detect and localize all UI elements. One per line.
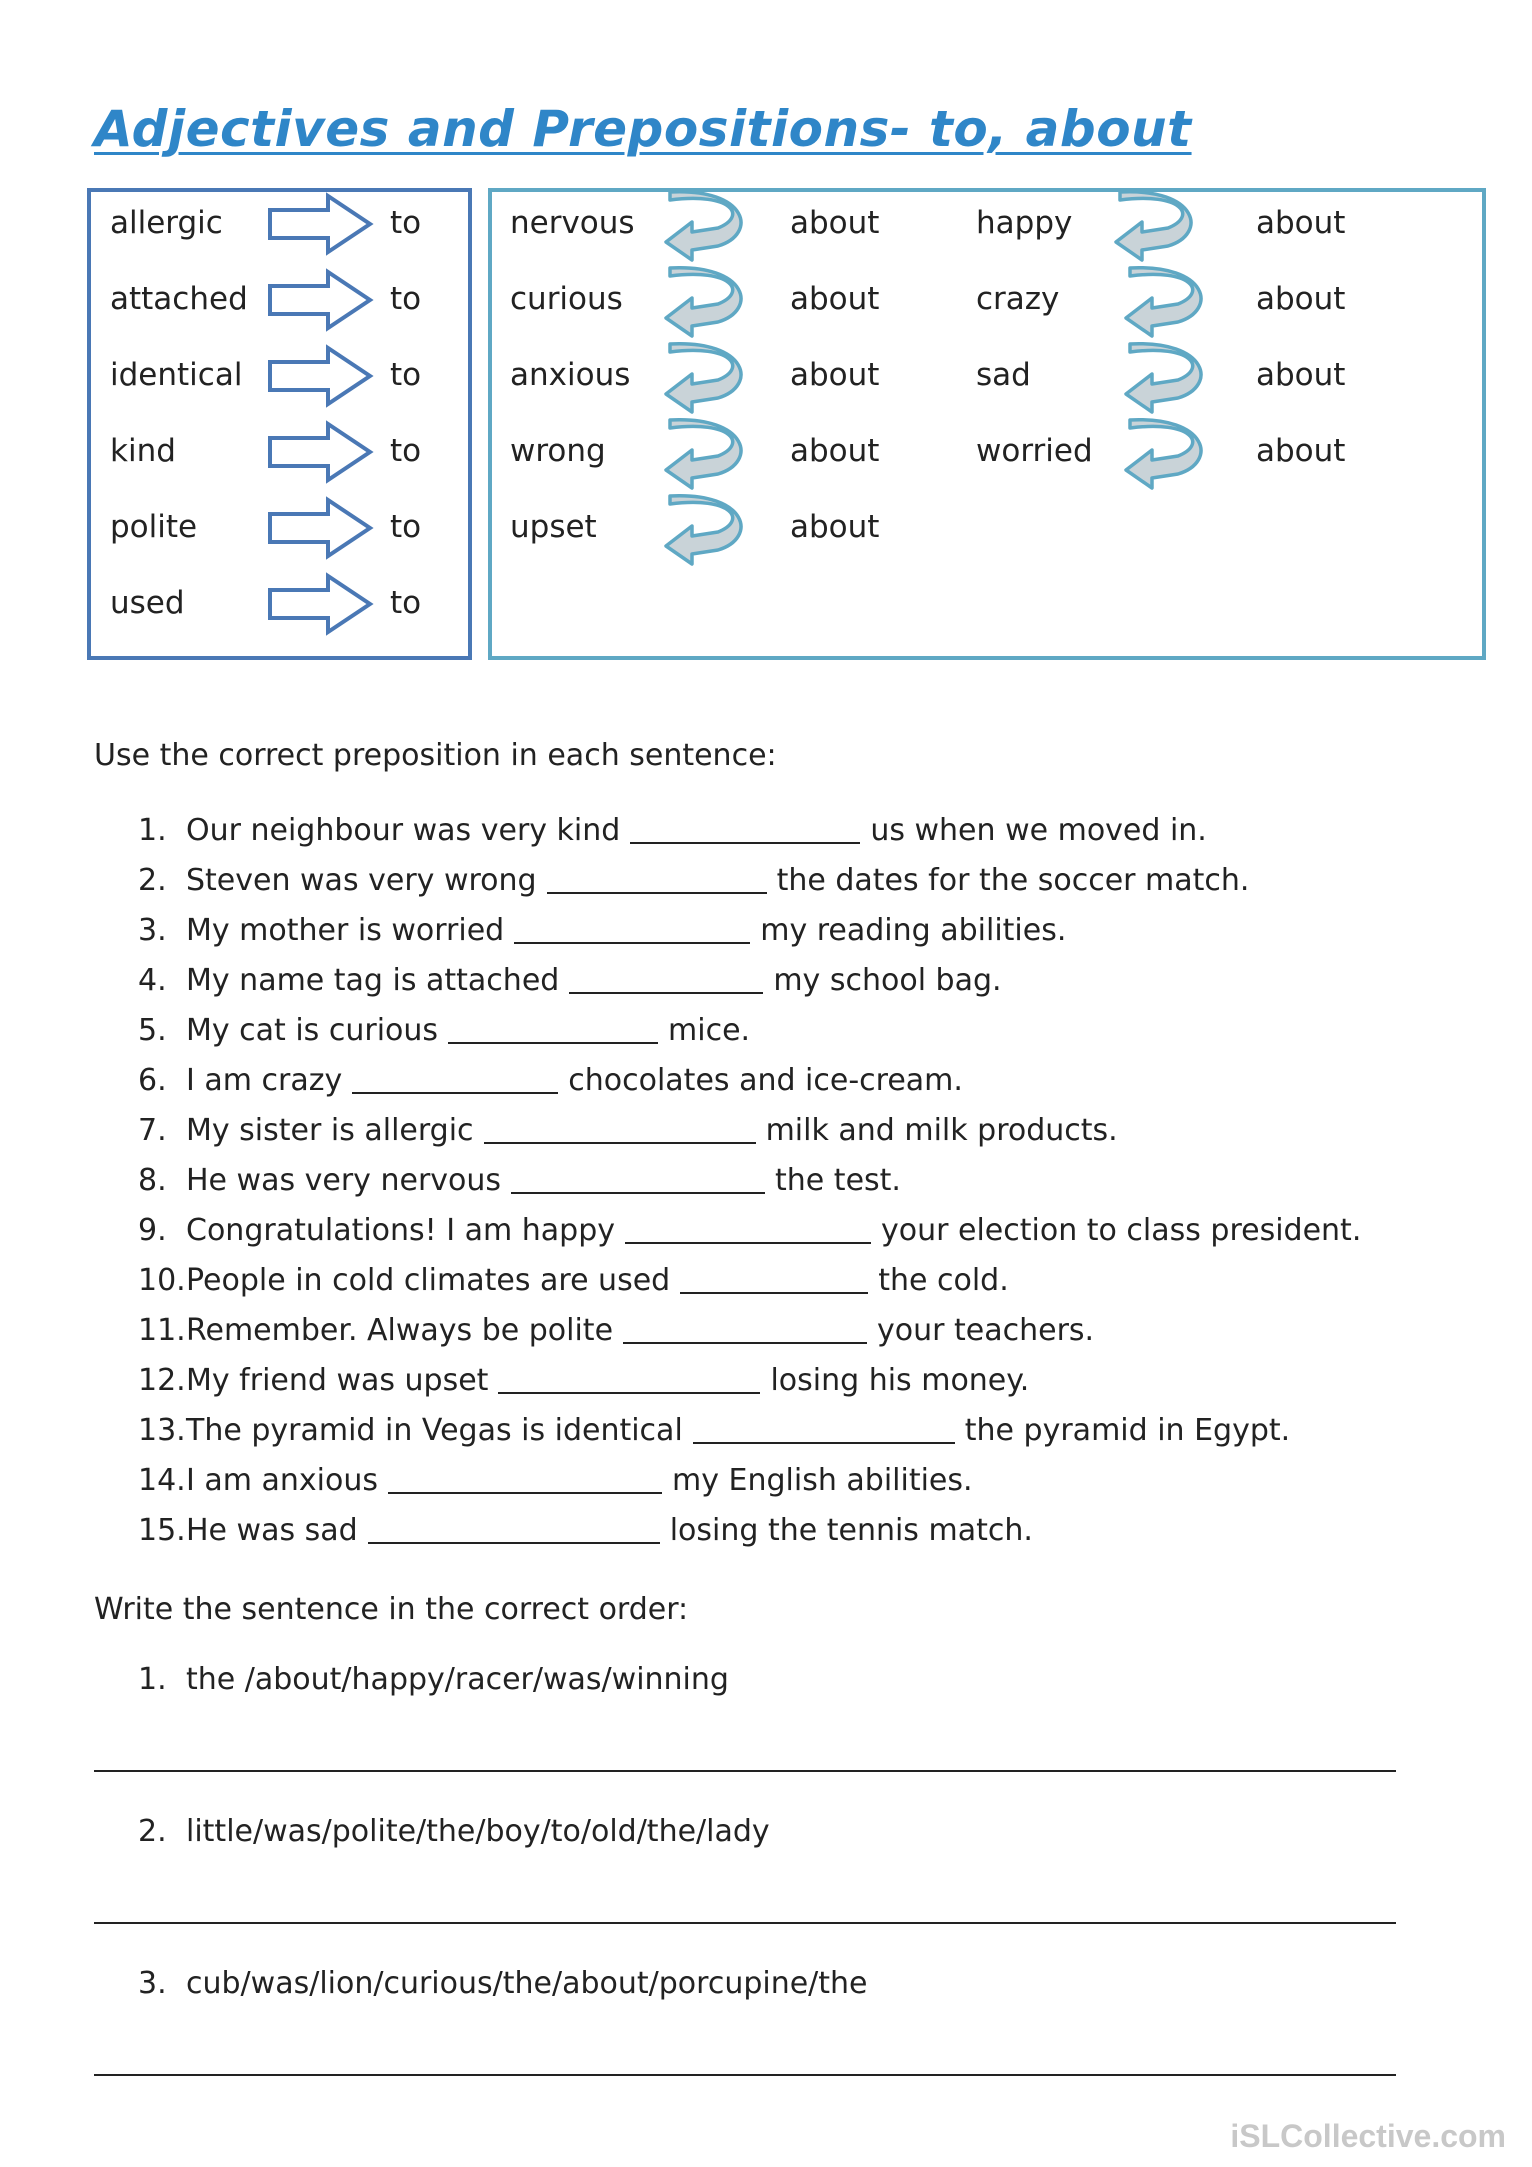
right-arrow-icon xyxy=(266,192,376,256)
sentence-before: People in cold climates are used xyxy=(186,1263,671,1298)
adjective-allergic: allergic xyxy=(110,205,223,241)
adjective-used: used xyxy=(110,585,185,621)
sentence-row xyxy=(138,1108,1118,1156)
adjective-kind: kind xyxy=(110,433,176,469)
answer-blank[interactable] xyxy=(498,1362,760,1394)
sentence-row xyxy=(138,1508,1033,1556)
curved-arrow-icon xyxy=(1122,418,1208,490)
sentence-after: your teachers. xyxy=(877,1313,1095,1348)
exercise1-instruction: Use the correct preposition in each sentence: xyxy=(94,738,777,773)
sentence-after: chocolates and ice-cream. xyxy=(568,1063,963,1098)
curved-arrow-icon xyxy=(662,342,748,414)
adjective-identical: identical xyxy=(110,357,243,393)
answer-blank[interactable] xyxy=(680,1262,868,1294)
answer-blank[interactable] xyxy=(388,1462,662,1494)
answer-line[interactable] xyxy=(94,1770,1396,1772)
sentence-after: my reading abilities. xyxy=(760,913,1067,948)
answer-blank[interactable] xyxy=(547,862,767,894)
sentence-before: He was sad xyxy=(186,1513,358,1548)
sentence-after: the dates for the soccer match. xyxy=(776,863,1250,898)
preposition-about: about xyxy=(1256,281,1346,317)
exercise2-instruction: Write the sentence in the correct order: xyxy=(94,1592,689,1627)
answer-blank[interactable] xyxy=(623,1312,867,1344)
order-number: 3. xyxy=(138,1966,167,2001)
adjective-attached: attached xyxy=(110,281,248,317)
adjective-crazy: crazy xyxy=(976,281,1060,317)
answer-blank[interactable] xyxy=(511,1162,765,1194)
right-arrow-icon xyxy=(266,420,376,484)
sentence-after: milk and milk products. xyxy=(765,1113,1118,1148)
sentence-number: 1. xyxy=(138,813,167,848)
sentence-before: He was very nervous xyxy=(186,1163,502,1198)
adjective-upset: upset xyxy=(510,509,597,545)
answer-blank[interactable] xyxy=(514,912,750,944)
sentence-row xyxy=(138,958,1002,1006)
answer-blank[interactable] xyxy=(368,1512,660,1544)
sentence-before: I am anxious xyxy=(186,1463,379,1498)
preposition-about: about xyxy=(1256,205,1346,241)
preposition-to: to xyxy=(390,357,422,393)
right-arrow-icon xyxy=(266,572,376,636)
sentence-number: 12. xyxy=(138,1363,186,1398)
curved-arrow-icon xyxy=(1122,266,1208,338)
sentence-before: My name tag is attached xyxy=(186,963,560,998)
sentence-before: My sister is allergic xyxy=(186,1113,474,1148)
preposition-about: about xyxy=(790,281,880,317)
sentence-row xyxy=(138,1358,1029,1406)
sentence-number: 3. xyxy=(138,913,167,948)
sentence-number: 4. xyxy=(138,963,167,998)
sentence-row xyxy=(138,1258,1009,1306)
sentence-number: 2. xyxy=(138,863,167,898)
preposition-to: to xyxy=(390,433,422,469)
scrambled-words: the /about/happy/racer/was/winning xyxy=(186,1662,729,1697)
sentence-after: the pyramid in Egypt. xyxy=(964,1413,1291,1448)
curved-arrow-icon xyxy=(1112,190,1198,262)
sentence-number: 11. xyxy=(138,1313,186,1348)
sentence-number: 7. xyxy=(138,1113,167,1148)
preposition-about: about xyxy=(790,357,880,393)
adjective-curious: curious xyxy=(510,281,623,317)
sentence-number: 10. xyxy=(138,1263,186,1298)
right-arrow-icon xyxy=(266,496,376,560)
order-item xyxy=(138,1814,770,1849)
preposition-about: about xyxy=(790,205,880,241)
answer-blank[interactable] xyxy=(630,812,860,844)
sentence-row xyxy=(138,1058,963,1106)
preposition-to: to xyxy=(390,205,422,241)
sentence-after: the test. xyxy=(775,1163,901,1198)
preposition-to: to xyxy=(390,585,422,621)
sentence-row xyxy=(138,858,1249,906)
preposition-about: about xyxy=(790,509,880,545)
sentence-after: my school bag. xyxy=(773,963,1002,998)
preposition-to: to xyxy=(390,281,422,317)
preposition-to: to xyxy=(390,509,422,545)
order-number: 2. xyxy=(138,1814,167,1849)
sentence-row xyxy=(138,808,1207,856)
watermark: iSLCollective.com xyxy=(1230,2118,1506,2154)
sentence-before: My mother is worried xyxy=(186,913,505,948)
adjective-worried: worried xyxy=(976,433,1093,469)
adjective-anxious: anxious xyxy=(510,357,631,393)
preposition-about: about xyxy=(790,433,880,469)
sentence-after: your election to class president. xyxy=(881,1213,1362,1248)
answer-blank[interactable] xyxy=(693,1412,955,1444)
sentence-row xyxy=(138,1158,901,1206)
adjective-wrong: wrong xyxy=(510,433,606,469)
answer-line[interactable] xyxy=(94,1922,1396,1924)
sentence-row xyxy=(138,1208,1361,1256)
sentence-before: My friend was upset xyxy=(186,1363,489,1398)
order-item xyxy=(138,1662,729,1697)
sentence-after: losing the tennis match. xyxy=(669,1513,1033,1548)
sentence-number: 14. xyxy=(138,1463,186,1498)
sentence-after: us when we moved in. xyxy=(870,813,1207,848)
preposition-about: about xyxy=(1256,357,1346,393)
sentence-number: 6. xyxy=(138,1063,167,1098)
answer-blank[interactable] xyxy=(625,1212,871,1244)
sentence-before: The pyramid in Vegas is identical xyxy=(186,1413,683,1448)
sentence-row xyxy=(138,1458,973,1506)
sentence-before: Congratulations! I am happy xyxy=(186,1213,615,1248)
right-arrow-icon xyxy=(266,344,376,408)
answer-blank[interactable] xyxy=(448,1012,658,1044)
sentence-number: 15. xyxy=(138,1513,186,1548)
curved-arrow-icon xyxy=(662,266,748,338)
sentence-before: Our neighbour was very kind xyxy=(186,813,621,848)
about-reference-box xyxy=(488,188,1486,660)
right-arrow-icon xyxy=(266,268,376,332)
sentence-row xyxy=(138,908,1066,956)
sentence-after: mice. xyxy=(668,1013,751,1048)
adjective-polite: polite xyxy=(110,509,198,545)
curved-arrow-icon xyxy=(662,418,748,490)
adjective-nervous: nervous xyxy=(510,205,635,241)
curved-arrow-icon xyxy=(662,190,748,262)
sentence-after: losing his money. xyxy=(770,1363,1030,1398)
answer-blank[interactable] xyxy=(569,962,763,994)
sentence-before: Steven was very wrong xyxy=(186,863,537,898)
curved-arrow-icon xyxy=(662,494,748,566)
answer-line[interactable] xyxy=(94,2074,1396,2076)
sentence-row xyxy=(138,1308,1094,1356)
adjective-sad: sad xyxy=(976,357,1031,393)
answer-blank[interactable] xyxy=(484,1112,756,1144)
sentence-number: 5. xyxy=(138,1013,167,1048)
order-number: 1. xyxy=(138,1662,167,1697)
answer-blank[interactable] xyxy=(352,1062,558,1094)
sentence-number: 8. xyxy=(138,1163,167,1198)
worksheet-title: Adjectives and Prepositions- to, about xyxy=(94,100,1192,158)
sentence-row xyxy=(138,1008,750,1056)
sentence-after: my English abilities. xyxy=(672,1463,973,1498)
sentence-number: 13. xyxy=(138,1413,186,1448)
sentence-before: Remember. Always be polite xyxy=(186,1313,614,1348)
sentence-number: 9. xyxy=(138,1213,167,1248)
scrambled-words: cub/was/lion/curious/the/about/porcupine/the xyxy=(186,1966,868,2001)
preposition-about: about xyxy=(1256,433,1346,469)
adjective-happy: happy xyxy=(976,205,1073,241)
sentence-after: the cold. xyxy=(878,1263,1009,1298)
sentence-row xyxy=(138,1408,1290,1456)
sentence-before: My cat is curious xyxy=(186,1013,439,1048)
scrambled-words: little/was/polite/the/boy/to/old/the/lady xyxy=(186,1814,770,1849)
order-item xyxy=(138,1966,868,2001)
sentence-before: I am crazy xyxy=(186,1063,343,1098)
curved-arrow-icon xyxy=(1122,342,1208,414)
